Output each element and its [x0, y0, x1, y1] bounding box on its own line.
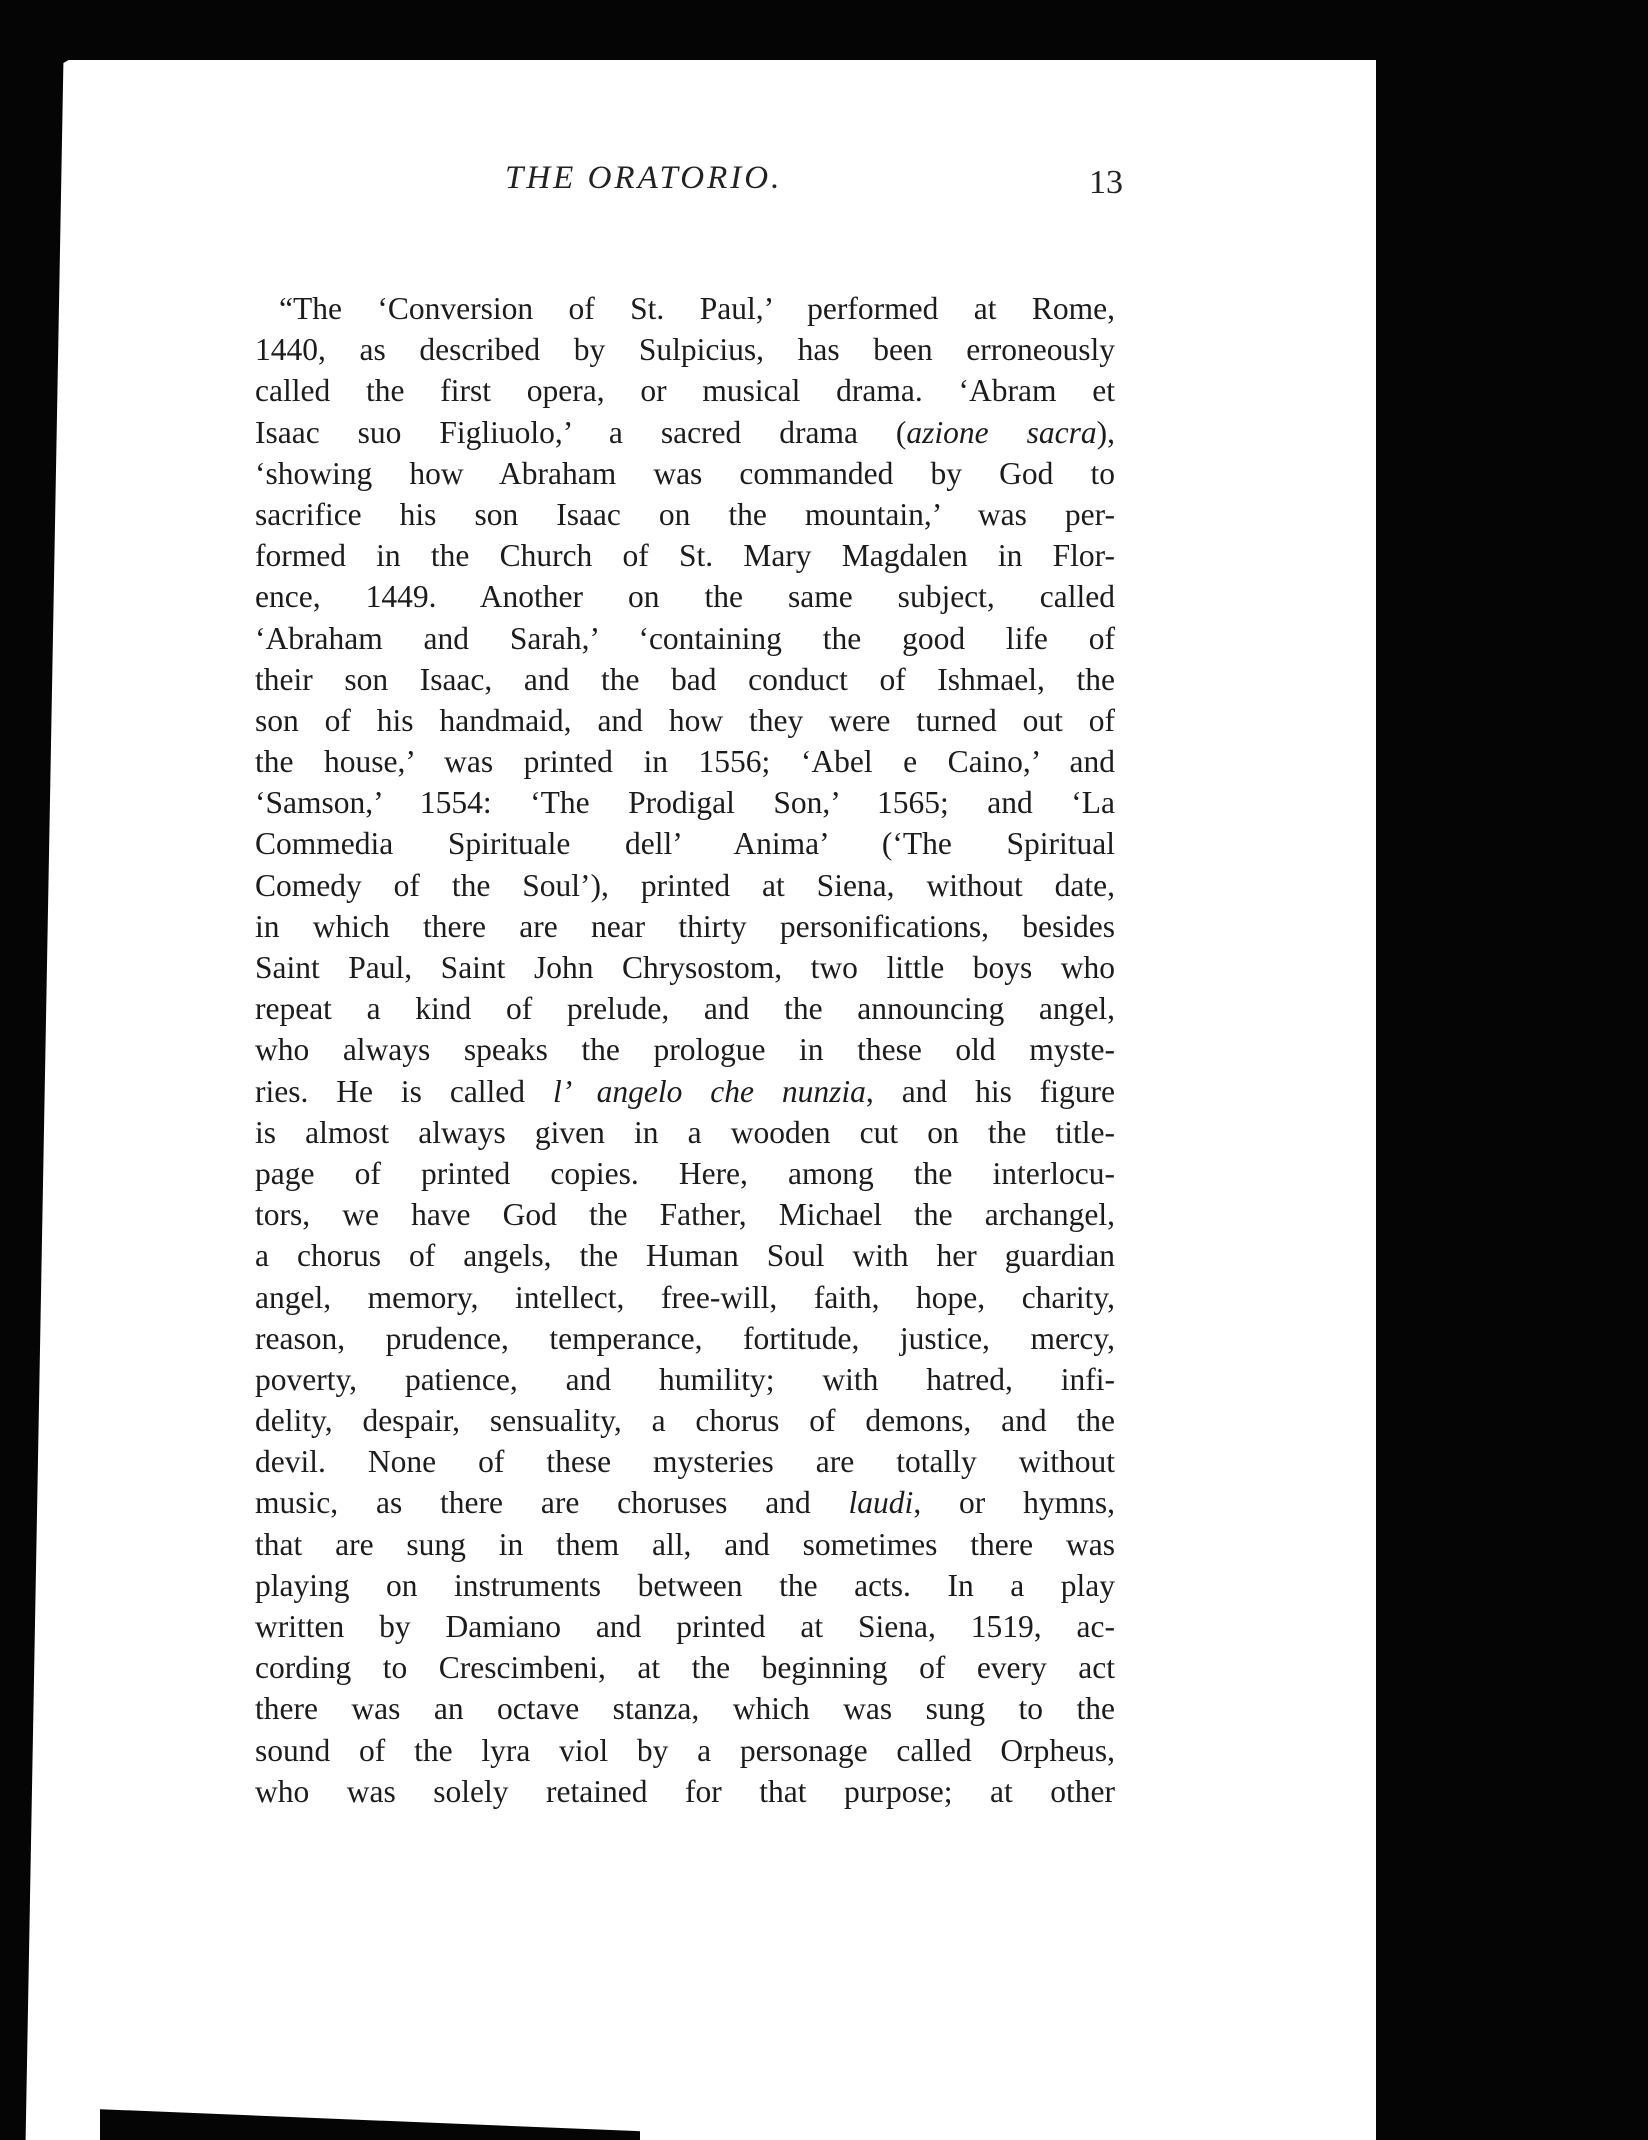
text-run: there was an octave stanza, which was sung to the: [255, 1691, 1115, 1727]
text-run: , and his figure: [865, 1073, 1115, 1109]
italic-phrase: laudi: [848, 1485, 914, 1521]
text-line: [255, 412, 1115, 453]
text-line: [255, 1524, 1115, 1565]
text-line: [255, 1730, 1115, 1771]
text-line: [255, 1318, 1115, 1359]
text-line: [255, 865, 1115, 906]
text-run: formed in the Church of St. Mary Magdalen in Flor-: [255, 538, 1115, 574]
text-run: Saint Paul, Saint John Chrysostom, two little boys who: [255, 950, 1115, 985]
text-run: cording to Crescimbeni, at the beginning of every act: [255, 1650, 1115, 1686]
text-line: [255, 947, 1115, 988]
text-run: called the first opera, or musical drama. ‘Abram et: [255, 373, 1115, 409]
text-line: [255, 1235, 1115, 1276]
text-line: [255, 535, 1115, 576]
scan-border-left: [0, 30, 64, 2140]
text-line: [255, 1112, 1115, 1153]
text-line: [255, 1688, 1115, 1729]
text-run: , or hymns,: [913, 1485, 1116, 1521]
text-run: ries. He is called: [255, 1073, 553, 1109]
text-run: Isaac suo Figliuolo,’ a sacred drama (: [255, 414, 907, 450]
text-run: who was solely retained for that purpose; at other: [255, 1773, 1115, 1809]
text-line: [255, 1400, 1115, 1441]
text-line: [255, 1071, 1115, 1112]
text-line: [255, 453, 1115, 494]
text-line: [255, 329, 1115, 370]
text-line: [255, 370, 1115, 411]
text-line: [255, 988, 1115, 1029]
text-line: [255, 1482, 1115, 1523]
text-line: [255, 700, 1115, 741]
text-line: [255, 1565, 1115, 1606]
text-line: [255, 1359, 1115, 1400]
text-run: ence, 1449. Another on the same subject, called: [255, 579, 1115, 615]
text-run: Comedy of the Soul’), printed at Siena, without date,: [255, 867, 1115, 903]
text-line: [255, 659, 1115, 700]
text-line: [255, 1029, 1115, 1070]
text-run: the house,’ was printed in 1556; ‘Abel e Caino,’ and: [255, 744, 1115, 780]
text-run: ‘showing how Abraham was commanded by God to: [255, 455, 1115, 491]
text-line: [255, 1771, 1115, 1812]
scan-border-bottom: [100, 2096, 640, 2140]
text-line: [255, 618, 1115, 659]
text-run: ‘Abraham and Sarah,’ ‘containing the good life of: [255, 620, 1115, 656]
text-run: is almost always given in a wooden cut on the title-: [255, 1114, 1115, 1150]
running-head: [403, 160, 1123, 220]
text-run: playing on instruments between the acts. In a play: [255, 1567, 1115, 1603]
text-line: [255, 741, 1115, 782]
text-run: in which there are near thirty personifications, besides: [255, 908, 1115, 944]
text-line: [255, 1606, 1115, 1647]
text-line: [255, 1194, 1115, 1235]
text-run: music, as there are choruses and: [255, 1485, 849, 1521]
text-line: [255, 1153, 1115, 1194]
text-run: “The ‘Conversion of St. Paul,’ performed at Rome,: [279, 291, 1115, 326]
body-text: [255, 288, 1115, 1812]
text-run: angel, memory, intellect, free-will, faith, hope, charity,: [255, 1279, 1115, 1315]
text-line: [255, 494, 1115, 535]
text-line: [255, 288, 1115, 329]
italic-phrase: azione sacra: [906, 414, 1097, 450]
text-line: [255, 1441, 1115, 1482]
text-run: that are sung in them all, and sometimes there was: [255, 1526, 1115, 1562]
page-number: 13: [1089, 164, 1123, 201]
text-run: tors, we have God the Father, Michael the archangel,: [255, 1197, 1115, 1233]
text-run: repeat a kind of prelude, and the announcing angel,: [255, 991, 1115, 1027]
text-line: [255, 1647, 1115, 1688]
italic-phrase: l’ angelo che nunzia: [552, 1073, 866, 1109]
text-run: their son Isaac, and the bad conduct of Ishmael, the: [255, 661, 1115, 697]
text-run: page of printed copies. Here, among the interlocu-: [255, 1155, 1115, 1191]
text-line: [255, 1277, 1115, 1318]
text-line: [255, 782, 1115, 823]
text-line: [255, 823, 1115, 864]
text-run: 1440, as described by Sulpicius, has been erroneously: [255, 332, 1115, 368]
text-run: sacrifice his son Isaac on the mountain,’ was per-: [255, 496, 1115, 532]
text-run: ),: [1096, 414, 1115, 450]
text-run: written by Damiano and printed at Siena, 1519, ac-: [255, 1609, 1115, 1644]
text-run: poverty, patience, and humility; with hatred, infi-: [255, 1361, 1115, 1397]
text-line: [255, 906, 1115, 947]
text-run: ‘Samson,’ 1554: ‘The Prodigal Son,’ 1565; and ‘La: [255, 785, 1115, 821]
scan-border-right: [1376, 0, 1648, 2140]
text-run: devil. None of these mysteries are totally without: [255, 1444, 1115, 1480]
text-run: Commedia Spirituale dell’ Anima’ (‘The Spiritual: [255, 826, 1115, 862]
text-run: sound of the lyra viol by a personage called Orpheus,: [255, 1732, 1115, 1768]
text-run: a chorus of angels, the Human Soul with her guardian: [255, 1238, 1115, 1274]
text-line: [255, 576, 1115, 617]
text-run: who always speaks the prologue in these old myste-: [255, 1032, 1115, 1068]
text-run: delity, despair, sensuality, a chorus of demons, and the: [255, 1403, 1115, 1439]
text-run: son of his handmaid, and how they were turned out of: [255, 702, 1115, 738]
running-title: THE ORATORIO.: [505, 160, 783, 196]
text-run: reason, prudence, temperance, fortitude, justice, mercy,: [255, 1320, 1115, 1356]
